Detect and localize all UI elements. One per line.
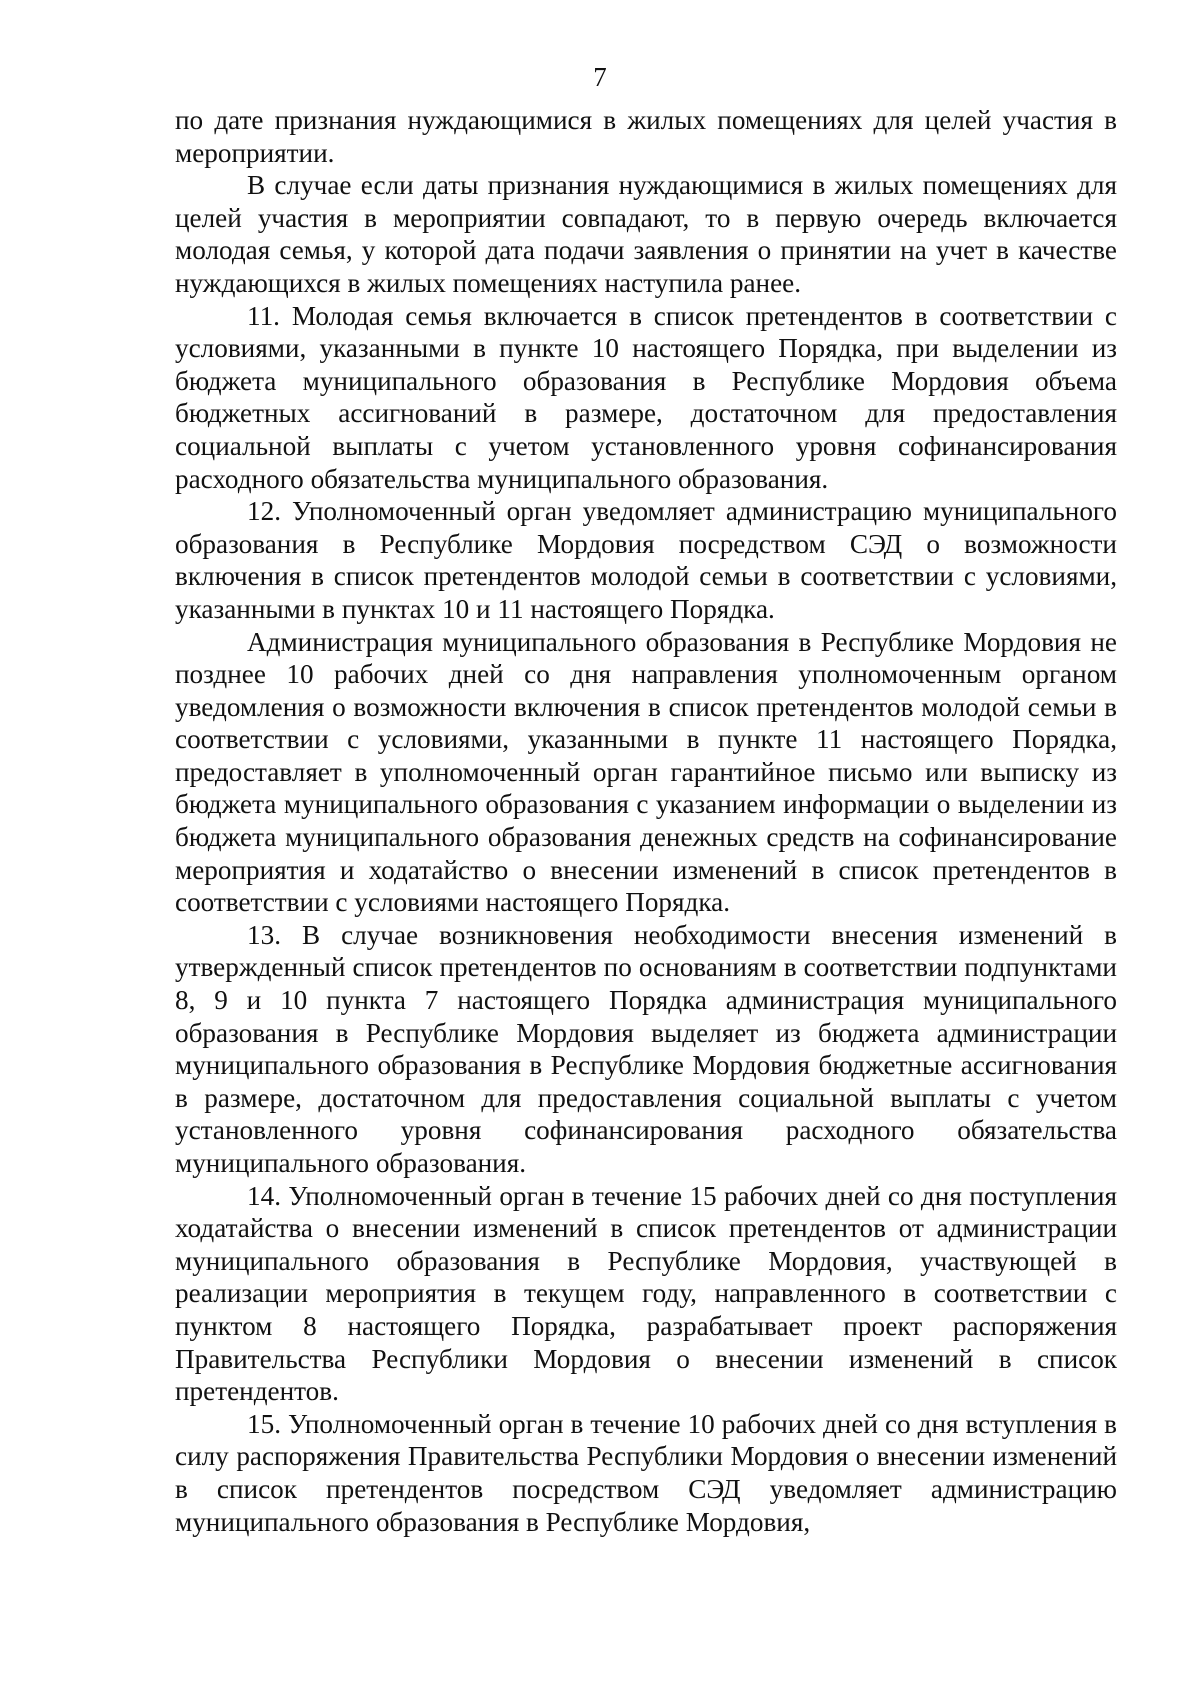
paragraph-administration-deadline: Администрация муниципального образования в Республике Мордовия не позднее 10 рабочих дней со дня направления уполномоченным органом уведомления о возможности включения в список претендентов молодой семьи в соответствии с условиями, указанными в пункте 11 настоящего Порядка, предоставляет в уполномоченный орган гарантийное письмо или выписку из бюджета муниципального образования с указанием информации о выделении из бюджета муниципального образования денежных средств на софинансирование мероприятия и ходатайство о внесении изменений в список претендентов в соответствии с условиями настоящего Порядка. xyxy=(175,626,1117,918)
paragraph-item-14: 14. Уполномоченный орган в течение 15 рабочих дней со дня поступления ходатайства о внесении изменений в список претендентов от администрации муниципального образования в Республике Мордовия, участвующей в реализации мероприятия в текущем году, направленного в соответствии с пунктом 8 настоящего Порядка, разрабатывает проект распоряжения Правительства Республики Мордовия о внесении изменений в список претендентов. xyxy=(175,1180,1117,1407)
paragraph-item-12: 12. Уполномоченный орган уведомляет администрацию муниципального образования в Республике Мордовия посредством СЭД о возможности включения в список претендентов молодой семьи в соответствии с условиями, указанными в пунктах 10 и 11 настоящего Порядка. xyxy=(175,496,1117,624)
document-body xyxy=(175,104,1117,1538)
paragraph-continuation: по дате признания нуждающимися в жилых помещениях для целей участия в мероприятии. xyxy=(175,105,1117,168)
page-number: 7 xyxy=(593,62,607,92)
paragraph-item-15: 15. Уполномоченный орган в течение 10 рабочих дней со дня вступления в силу распоряжения Правительства Республики Мордовия о внесении изменений в список претендентов посредством СЭД уведомляет администрацию муниципального образования в Республике Мордовия, xyxy=(175,1408,1117,1537)
paragraph-same-date-rule: В случае если даты признания нуждающимися в жилых помещениях для целей участия в мероприятии совпадают, то в первую очередь включается молодая семья, у которой дата подачи заявления о принятии на учет в качестве нуждающихся в жилых помещениях наступила ранее. xyxy=(175,170,1117,298)
paragraph-item-13: 13. В случае возникновения необходимости внесения изменений в утвержденный список претендентов по основаниям в соответствии подпунктами 8, 9 и 10 пункта 7 настоящего Порядка администрация муниципального образования в Республике Мордовия выделяет из бюджета администрации муниципального образования в Республике Мордовия бюджетные ассигнования в размере, достаточном для предоставления социальной выплаты с учетом установленного уровня софинансирования расходного обязательства муниципального образования. xyxy=(175,919,1117,1178)
paragraph-item-11: 11. Молодая семья включается в список претендентов в соответствии с условиями, указанными в пункте 10 настоящего Порядка, при выделении из бюджета муниципального образования в Республике Мордовия объема бюджетных ассигнований в размере, достаточном для предоставления социальной выплаты с учетом установленного уровня софинансирования расходного обязательства муниципального образования. xyxy=(175,300,1117,494)
